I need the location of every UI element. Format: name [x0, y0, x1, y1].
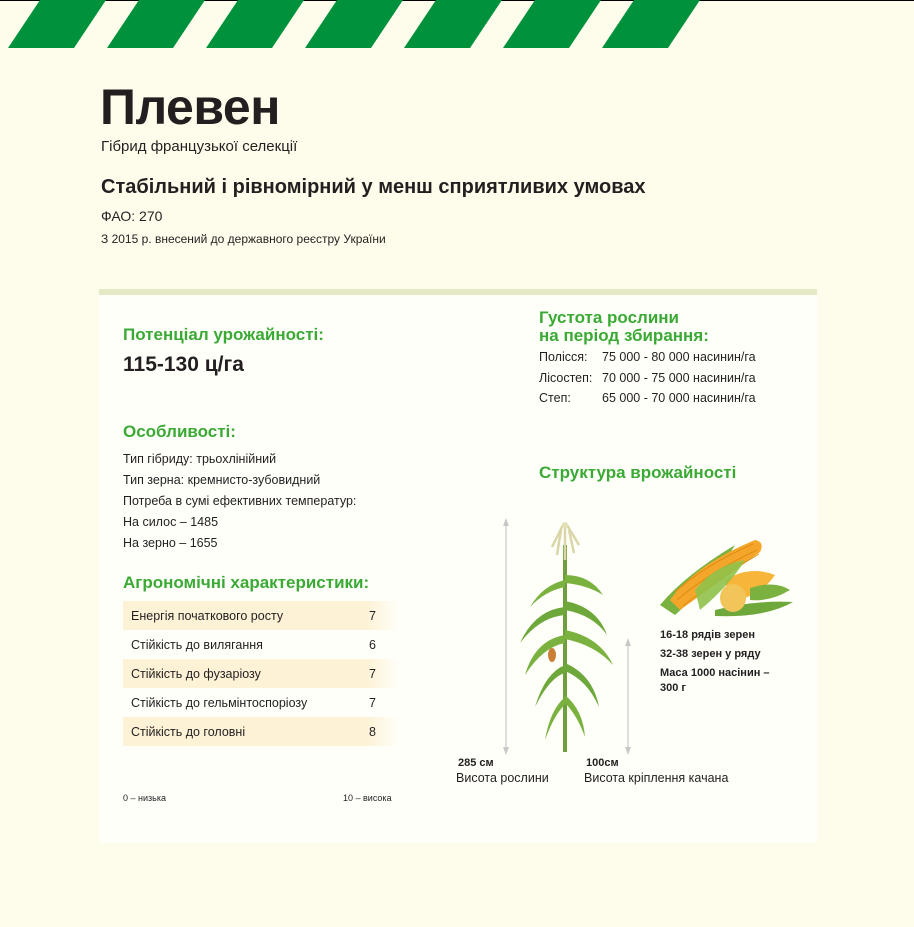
product-title: Плевен	[100, 79, 280, 135]
header-stripes	[0, 0, 914, 48]
feature-temperature: Потреба в сумі ефективних температур:	[123, 494, 357, 508]
agro-heading: Агрономічні характеристики:	[123, 573, 370, 592]
rows-note: 16-18 рядів зерен	[660, 629, 755, 641]
agro-row-label: Стійкість до головні	[131, 724, 246, 739]
product-headline: Стабільний і рівномірний у менш сприятливих умовах	[101, 176, 646, 198]
density-heading-line2: на період збирання:	[539, 326, 709, 345]
feature-hybrid-type: Тип гібриду: трьохлінійний	[123, 452, 277, 466]
agro-row-value: 7	[369, 695, 376, 710]
scale-high-label: 10 – висока	[343, 793, 392, 803]
agro-row	[123, 717, 400, 746]
agro-row-value: 7	[369, 608, 376, 623]
agro-row	[123, 659, 400, 688]
features-heading: Особливості:	[123, 422, 236, 441]
agro-row-label: Енергія початкового росту	[131, 608, 284, 623]
density-zone: Лісостеп:	[539, 371, 593, 385]
agro-row-value: 6	[369, 637, 376, 652]
density-value: 70 000 - 75 000 насинин/га	[602, 371, 756, 385]
agro-row	[123, 630, 400, 659]
density-row-lisostep	[539, 371, 756, 385]
corn-plant-illustration	[495, 515, 640, 760]
ear-height-label: Висота кріплення качана	[584, 771, 729, 785]
density-zone: Полісся:	[539, 350, 588, 364]
agro-row	[123, 601, 400, 630]
mass-note-line2: 300 г	[660, 682, 686, 694]
structure-heading: Структура врожайності	[539, 463, 737, 482]
density-row-step	[539, 391, 756, 405]
kernels-note: 32-38 зерен у ряду	[660, 648, 761, 660]
agro-row	[123, 688, 400, 717]
plant-height-value: 285 см	[458, 757, 494, 769]
registry-note: З 2015 р. внесений до державного реєстру України	[101, 232, 386, 246]
ear-height-value: 100см	[586, 757, 619, 769]
density-value: 65 000 - 70 000 насинин/га	[602, 391, 756, 405]
feature-silage: На силос – 1485	[123, 515, 219, 529]
feature-grain: На зерно – 1655	[123, 536, 218, 550]
density-heading-line1: Густота рослини	[539, 308, 680, 327]
density-zone: Степ:	[539, 391, 571, 405]
yield-value: 115-130 ц/га	[123, 353, 244, 376]
agro-row-label: Стійкість до гельмінтоспоріозу	[131, 695, 308, 710]
agro-row-value: 8	[369, 724, 376, 739]
yield-heading: Потенціал урожайності:	[123, 325, 324, 344]
fao-value: ФАО: 270	[101, 208, 163, 224]
agro-row-label: Стійкість до вилягання	[131, 637, 263, 652]
agro-table	[123, 601, 400, 746]
feature-grain-type: Тип зерна: кремнисто-зубовидний	[123, 473, 321, 487]
agro-row-value: 7	[369, 666, 376, 681]
plant-height-label: Висота рослини	[456, 771, 549, 785]
density-row-polissia	[539, 350, 756, 364]
agro-row-label: Стійкість до фузаріозу	[131, 666, 261, 681]
corn-ear-illustration	[655, 530, 795, 620]
scale-low-label: 0 – низька	[123, 793, 166, 803]
density-value: 75 000 - 80 000 насинин/га	[602, 350, 756, 364]
mass-note-line1: Маса 1000 насінин –	[660, 667, 770, 679]
product-subtitle: Гібрид французької селекції	[101, 138, 298, 155]
